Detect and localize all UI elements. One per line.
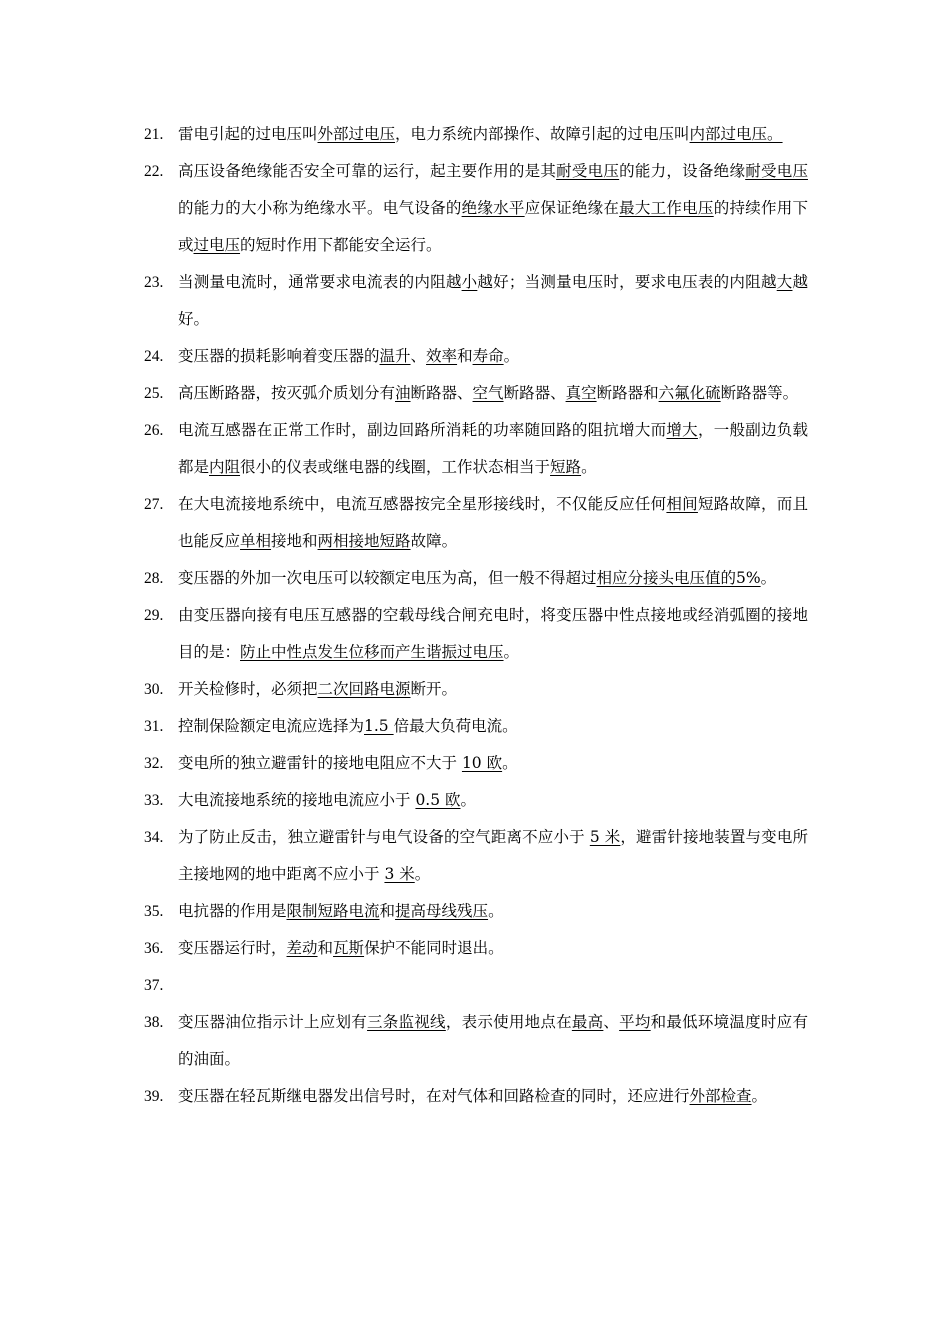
item-text: 开关检修时，必须把 [178,680,318,698]
item-text: 的短时作用下都能安全运行。 [240,236,442,254]
item-text: 保护不能同时退出。 [364,939,504,957]
item-number: 32. [144,755,164,772]
item-number: 30. [144,681,164,698]
list-item [0,893,808,930]
item-text: 。 [414,865,431,883]
answer-blank: 相应分接头电压值的5% [596,569,761,587]
list-item [0,486,808,560]
answer-blank: 3 米 [384,865,415,883]
item-text: ，电力系统内部操作、故障引起的过电压叫 [395,125,690,143]
item-text: 变压器的损耗影响着变压器的 [178,347,380,365]
item-text: 短路故障，而且也能反应 [178,495,808,550]
list-item [0,338,808,375]
item-text: 雷电引起的过电压叫 [178,125,318,143]
answer-blank: 0.5 欧 [415,791,461,809]
item-text: ，表示使用地点在 [445,1013,572,1031]
answer-blank: 提高母线残压 [395,902,489,920]
answer-blank: 5 米 [589,828,621,846]
item-text: 为了防止反击，独立避雷针与电气设备的空气距离不应小于 [178,828,590,846]
item-text: 越好。 [178,273,808,328]
item-text: 。 [488,902,504,920]
item-text: 变电所的独立避雷针的接地电阻应不大于 [178,754,462,772]
list-item [0,967,808,1004]
answer-blank: 差动 [286,939,318,957]
item-text: 高压断路器，按灭弧介质划分有 [178,384,396,402]
item-text: 变压器在轻瓦斯继电器发出信号时，在对气体和回路检查的同时，还应进行 [178,1087,690,1105]
list-item [0,116,808,153]
item-text: 倍最大负荷电流。 [393,717,518,735]
item-text: 断路器、 [503,384,566,402]
answer-blank: 外部过电压 [317,125,396,143]
item-text: 由变压器向接有电压互感器的空载母线合闸充电时，将变压器中性点接地或经消弧圈的接地目的是： [178,606,808,661]
item-text: 断路器、 [410,384,473,402]
item-number: 26. [144,422,164,439]
answer-blank: 过电压 [193,236,241,254]
answer-blank: 单相 [240,532,272,550]
item-text: 变压器油位指示计上应划有 [178,1013,368,1031]
answer-blank: 绝缘水平 [461,199,525,217]
item-number: 33. [144,792,164,809]
item-text: 、 [410,347,427,365]
answer-blank: 防止中性点发生位移而产生谐振过电压 [240,643,504,661]
item-text: 越好；当测量电压时，要求电压表的内阻越 [477,273,777,291]
answer-blank: 两相接地短路 [317,532,411,550]
answer-blank: 寿命 [472,347,504,365]
answer-blank: 温升 [379,347,411,365]
list-item [0,560,808,597]
question-list [0,116,950,1115]
answer-blank: 最大工作电压 [619,199,714,217]
list-item [0,264,808,338]
item-number: 39. [144,1088,164,1105]
answer-blank: 平均 [619,1013,651,1031]
answer-blank: 限制短路电流 [286,902,380,920]
item-text: 。 [751,1087,768,1105]
list-item [0,708,808,745]
list-item [0,1004,808,1078]
item-text: 。 [503,347,520,365]
answer-blank: 最高 [571,1013,604,1031]
item-text: 和最低环境温度时应有的油面。 [178,1013,808,1068]
item-text: 。 [581,458,597,476]
item-text: 的能力，设备绝缘 [619,162,746,180]
item-text: 。 [760,569,777,587]
item-text: 接地和 [271,532,318,550]
answer-blank: 耐受电压 [556,162,620,180]
answer-blank: 真空 [565,384,597,402]
list-item [0,153,808,264]
item-number: 28. [144,570,164,587]
item-text: 高压设备绝缘能否安全可靠的运行，起主要作用的是其 [178,162,557,180]
item-text: 和 [317,939,334,957]
answer-blank: 内部过电压。 [689,125,783,143]
item-text: 。 [502,754,518,772]
answer-blank: 空气 [472,384,504,402]
answer-blank: 1.5 [364,717,394,735]
answer-blank: 三条监视线 [367,1013,446,1031]
answer-blank: 耐受电压 [745,162,808,180]
item-number: 31. [144,718,164,735]
item-text: 当测量电流时，通常要求电流表的内阻越 [178,273,462,291]
item-text: 的能力的大小称为绝缘水平。电气设备的 [178,199,462,217]
item-number: 25. [144,385,164,402]
item-text: 故障。 [410,532,458,550]
item-number: 37. [144,977,164,994]
answer-blank: 内阻 [209,458,241,476]
item-text: 、 [603,1013,620,1031]
item-number: 21. [144,126,164,143]
list-item [0,930,808,967]
answer-blank: 10 欧 [461,754,503,772]
answer-blank: 效率 [426,347,458,365]
item-text: 电流互感器在正常工作时，副边回路所消耗的功率随回路的阻抗增大而 [178,421,667,439]
item-text: 断路器等。 [720,384,799,402]
item-text: 断路器和 [596,384,659,402]
item-text: 很小的仪表或继电器的线圈，工作状态相当于 [240,458,551,476]
item-number: 29. [144,607,164,624]
item-text: 在大电流接地系统中，电流互感器按完全星形接线时，不仅能反应任何 [178,495,667,513]
item-text: 和 [457,347,473,365]
item-text: 。 [503,643,520,661]
list-item [0,597,808,671]
item-number: 23. [144,274,164,291]
answer-blank: 六氟化硫 [658,384,721,402]
item-text: 电抗器的作用是 [178,902,287,920]
item-number: 22. [144,163,164,180]
item-text: 控制保险额定电流应选择为 [178,717,365,735]
answer-blank: 小 [461,273,478,291]
answer-blank: 增大 [666,421,698,439]
answer-blank: 外部检查 [689,1087,752,1105]
item-text: 的持续作用下或 [178,199,808,254]
answer-blank: 大 [776,273,793,291]
item-text: 大电流接地系统的接地电流应小于 [178,791,416,809]
answer-blank: 相间 [666,495,698,513]
answer-blank: 二次回路电源 [317,680,411,698]
item-text: ，避雷针接地装置与变电所主接地网的地中距离不应小于 [178,828,808,883]
list-item [0,412,808,486]
item-number: 36. [144,940,164,957]
item-number: 24. [144,348,164,365]
item-number: 35. [144,903,164,920]
list-item [0,1078,808,1115]
answer-blank: 油 [395,384,411,402]
answer-blank: 短路 [550,458,582,476]
item-text: 应保证绝缘在 [524,199,620,217]
item-text: 和 [379,902,396,920]
item-number: 27. [144,496,164,513]
list-item [0,671,808,708]
item-text: 断开。 [410,680,458,698]
list-item [0,782,808,819]
list-item [0,375,808,412]
list-item [0,745,808,782]
item-text: ，一般副边负载都是 [178,421,808,476]
item-number: 38. [144,1014,164,1031]
item-text: 变压器运行时， [178,939,287,957]
item-number: 34. [144,829,164,846]
list-item [0,819,808,893]
item-text: 变压器的外加一次电压可以较额定电压为高，但一般不得超过 [178,569,597,587]
item-text: 。 [460,791,477,809]
answer-blank: 瓦斯 [333,939,365,957]
